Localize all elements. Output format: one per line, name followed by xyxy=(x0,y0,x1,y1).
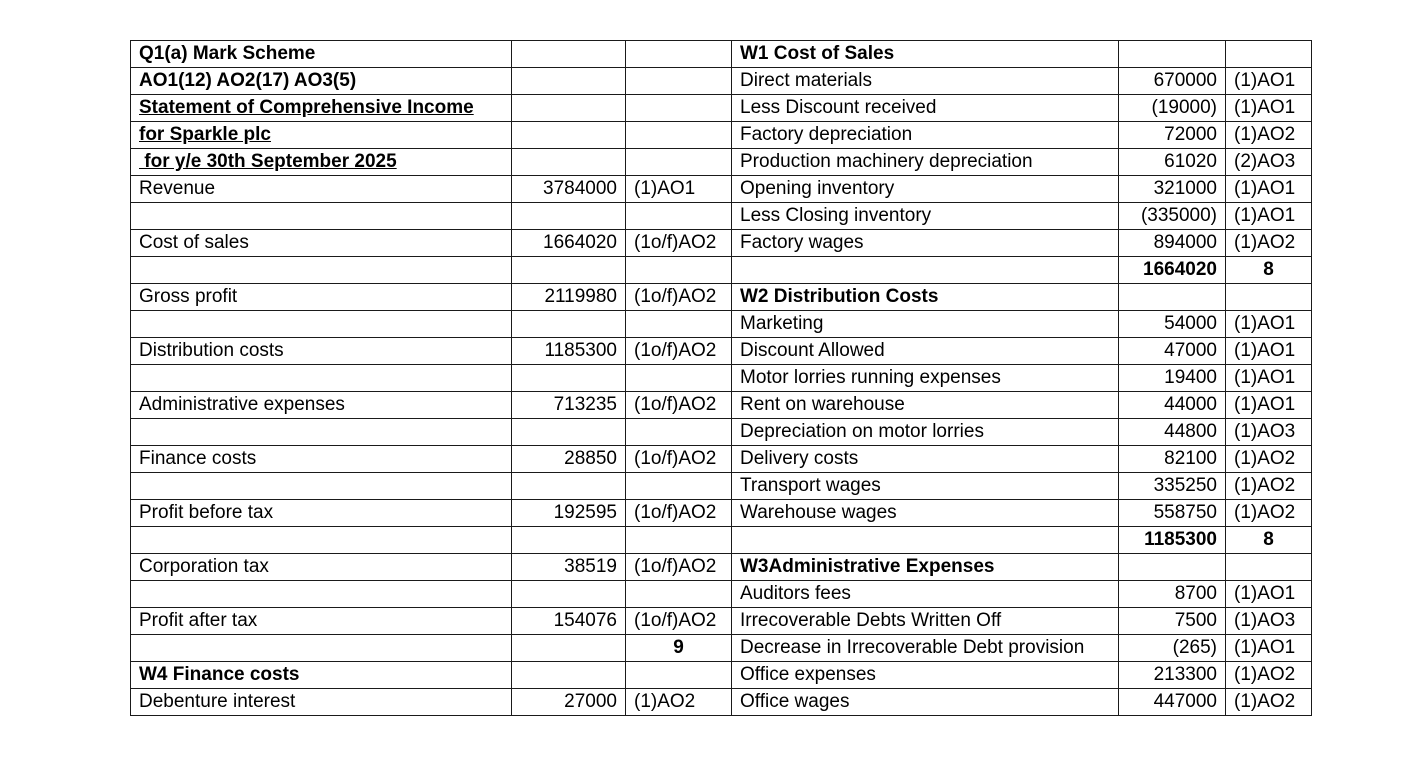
sci-mark: (1o/f)AO2 xyxy=(626,500,732,527)
sci-label: Cost of sales xyxy=(131,230,512,257)
w2-value: 558750 xyxy=(1119,500,1226,527)
sci-label: Corporation tax xyxy=(131,554,512,581)
empty-cell xyxy=(512,149,626,176)
empty-cell xyxy=(512,662,626,689)
empty-cell xyxy=(131,257,512,284)
sci-value: 1664020 xyxy=(512,230,626,257)
sci-label: Distribution costs xyxy=(131,338,512,365)
empty-cell xyxy=(131,635,512,662)
w1-mark: (1)AO1 xyxy=(1226,95,1312,122)
empty-cell xyxy=(512,257,626,284)
w3-label: Office expenses xyxy=(732,662,1119,689)
table-row xyxy=(131,176,1312,203)
empty-cell xyxy=(512,419,626,446)
empty-cell xyxy=(626,203,732,230)
w3-mark: (1)AO1 xyxy=(1226,635,1312,662)
empty-cell xyxy=(512,581,626,608)
table-row xyxy=(131,257,1312,284)
w2-value: 54000 xyxy=(1119,311,1226,338)
empty-cell xyxy=(512,122,626,149)
sci-mark: (1o/f)AO2 xyxy=(626,230,732,257)
mark-scheme-title: Q1(a) Mark Scheme xyxy=(131,41,512,68)
w3-value: 213300 xyxy=(1119,662,1226,689)
empty-cell xyxy=(626,95,732,122)
w2-mark: (1)AO1 xyxy=(1226,365,1312,392)
sci-mark: (1o/f)AO2 xyxy=(626,554,732,581)
sci-mark: (1)AO1 xyxy=(626,176,732,203)
sci-mark: (1o/f)AO2 xyxy=(626,338,732,365)
table-row xyxy=(131,284,1312,311)
w2-total-marks: 8 xyxy=(1226,527,1312,554)
table-row xyxy=(131,311,1312,338)
empty-cell xyxy=(1119,41,1226,68)
sci-mark: (1o/f)AO2 xyxy=(626,392,732,419)
w2-mark: (1)AO1 xyxy=(1226,392,1312,419)
empty-cell xyxy=(626,473,732,500)
table-row xyxy=(131,149,1312,176)
empty-cell xyxy=(626,365,732,392)
w2-total: 1185300 xyxy=(1119,527,1226,554)
w3-mark: (1)AO1 xyxy=(1226,581,1312,608)
ao-summary: AO1(12) AO2(17) AO3(5) xyxy=(131,68,512,95)
w2-value: 47000 xyxy=(1119,338,1226,365)
empty-cell xyxy=(131,527,512,554)
w3-label: Office wages xyxy=(732,689,1119,716)
w3-value: 7500 xyxy=(1119,608,1226,635)
table-row xyxy=(131,689,1312,716)
sci-label: Finance costs xyxy=(131,446,512,473)
sci-label: Gross profit xyxy=(131,284,512,311)
w3-title: W3Administrative Expenses xyxy=(732,554,1119,581)
w2-mark: (1)AO2 xyxy=(1226,500,1312,527)
w2-value: 44000 xyxy=(1119,392,1226,419)
empty-cell xyxy=(131,473,512,500)
w1-mark: (1)AO1 xyxy=(1226,176,1312,203)
empty-cell xyxy=(512,527,626,554)
w2-mark: (1)AO1 xyxy=(1226,338,1312,365)
sci-mark: (1o/f)AO2 xyxy=(626,608,732,635)
table-row xyxy=(131,581,1312,608)
w3-mark: (1)AO2 xyxy=(1226,689,1312,716)
w3-value: (265) xyxy=(1119,635,1226,662)
sci-label: Administrative expenses xyxy=(131,392,512,419)
empty-cell xyxy=(1119,284,1226,311)
w1-label: Opening inventory xyxy=(732,176,1119,203)
table-row xyxy=(131,338,1312,365)
w1-mark: (1)AO2 xyxy=(1226,122,1312,149)
w1-mark: (1)AO1 xyxy=(1226,68,1312,95)
empty-cell xyxy=(512,95,626,122)
sci-value: 1185300 xyxy=(512,338,626,365)
table-row xyxy=(131,635,1312,662)
empty-cell xyxy=(131,581,512,608)
w3-label: Auditors fees xyxy=(732,581,1119,608)
empty-cell xyxy=(131,419,512,446)
w3-value: 447000 xyxy=(1119,689,1226,716)
sci-label: Profit after tax xyxy=(131,608,512,635)
w4-title: W4 Finance costs xyxy=(131,662,512,689)
w2-label: Motor lorries running expenses xyxy=(732,365,1119,392)
w1-label: Less Closing inventory xyxy=(732,203,1119,230)
table-row xyxy=(131,662,1312,689)
w1-mark: (1)AO2 xyxy=(1226,230,1312,257)
sci-total-marks: 9 xyxy=(626,635,732,662)
sci-value: 2119980 xyxy=(512,284,626,311)
empty-cell xyxy=(512,311,626,338)
table-row xyxy=(131,68,1312,95)
empty-cell xyxy=(626,581,732,608)
period-heading: for y/e 30th September 2025 xyxy=(131,149,512,176)
statement-heading: Statement of Comprehensive Income xyxy=(131,95,512,122)
table-row xyxy=(131,500,1312,527)
w1-value: 61020 xyxy=(1119,149,1226,176)
w1-label: Production machinery depreciation xyxy=(732,149,1119,176)
w1-value: 670000 xyxy=(1119,68,1226,95)
empty-cell xyxy=(1226,554,1312,581)
w1-title: W1 Cost of Sales xyxy=(732,41,1119,68)
empty-cell xyxy=(512,203,626,230)
w1-total-marks: 8 xyxy=(1226,257,1312,284)
company-heading: for Sparkle plc xyxy=(131,122,512,149)
sci-value: 3784000 xyxy=(512,176,626,203)
table-row xyxy=(131,95,1312,122)
w1-value: (335000) xyxy=(1119,203,1226,230)
w3-label: Irrecoverable Debts Written Off xyxy=(732,608,1119,635)
empty-cell xyxy=(626,419,732,446)
w2-label: Warehouse wages xyxy=(732,500,1119,527)
table-row xyxy=(131,41,1312,68)
w2-label: Marketing xyxy=(732,311,1119,338)
w1-value: 894000 xyxy=(1119,230,1226,257)
empty-cell xyxy=(512,68,626,95)
empty-cell xyxy=(626,662,732,689)
w2-value: 82100 xyxy=(1119,446,1226,473)
w3-label: Decrease in Irrecoverable Debt provision xyxy=(732,635,1119,662)
w1-mark: (2)AO3 xyxy=(1226,149,1312,176)
w1-label: Less Discount received xyxy=(732,95,1119,122)
w1-total: 1664020 xyxy=(1119,257,1226,284)
sci-label: Revenue xyxy=(131,176,512,203)
empty-cell xyxy=(626,527,732,554)
w2-label: Depreciation on motor lorries xyxy=(732,419,1119,446)
w2-mark: (1)AO1 xyxy=(1226,311,1312,338)
w1-value: (19000) xyxy=(1119,95,1226,122)
w3-mark: (1)AO3 xyxy=(1226,608,1312,635)
empty-cell xyxy=(626,122,732,149)
table-row xyxy=(131,365,1312,392)
table-row xyxy=(131,122,1312,149)
w3-value: 8700 xyxy=(1119,581,1226,608)
w2-mark: (1)AO2 xyxy=(1226,473,1312,500)
empty-cell xyxy=(512,365,626,392)
sci-value: 192595 xyxy=(512,500,626,527)
w3-mark: (1)AO2 xyxy=(1226,662,1312,689)
empty-cell xyxy=(131,311,512,338)
w2-value: 44800 xyxy=(1119,419,1226,446)
w1-label: Direct materials xyxy=(732,68,1119,95)
table-row xyxy=(131,554,1312,581)
w4-label: Debenture interest xyxy=(131,689,512,716)
w1-label: Factory wages xyxy=(732,230,1119,257)
empty-cell xyxy=(131,203,512,230)
w1-mark: (1)AO1 xyxy=(1226,203,1312,230)
table-row xyxy=(131,392,1312,419)
sci-label: Profit before tax xyxy=(131,500,512,527)
w2-value: 19400 xyxy=(1119,365,1226,392)
table-row xyxy=(131,608,1312,635)
empty-cell xyxy=(1226,284,1312,311)
empty-cell xyxy=(1119,554,1226,581)
table-row xyxy=(131,527,1312,554)
sci-value: 713235 xyxy=(512,392,626,419)
sci-value: 38519 xyxy=(512,554,626,581)
empty-cell xyxy=(626,68,732,95)
empty-cell xyxy=(626,41,732,68)
w2-title: W2 Distribution Costs xyxy=(732,284,1119,311)
empty-cell xyxy=(512,41,626,68)
table-row xyxy=(131,446,1312,473)
w2-label: Discount Allowed xyxy=(732,338,1119,365)
w4-value: 27000 xyxy=(512,689,626,716)
w2-label: Delivery costs xyxy=(732,446,1119,473)
sci-mark: (1o/f)AO2 xyxy=(626,284,732,311)
sci-value: 154076 xyxy=(512,608,626,635)
empty-cell xyxy=(626,311,732,338)
w2-mark: (1)AO2 xyxy=(1226,446,1312,473)
empty-cell xyxy=(512,473,626,500)
w2-label: Transport wages xyxy=(732,473,1119,500)
empty-cell xyxy=(131,365,512,392)
w4-mark: (1)AO2 xyxy=(626,689,732,716)
empty-cell xyxy=(512,635,626,662)
sci-mark: (1o/f)AO2 xyxy=(626,446,732,473)
empty-cell xyxy=(626,257,732,284)
w2-value: 335250 xyxy=(1119,473,1226,500)
empty-cell xyxy=(732,527,1119,554)
w1-value: 72000 xyxy=(1119,122,1226,149)
w2-label: Rent on warehouse xyxy=(732,392,1119,419)
empty-cell xyxy=(626,149,732,176)
empty-cell xyxy=(1226,41,1312,68)
w1-label: Factory depreciation xyxy=(732,122,1119,149)
sci-value: 28850 xyxy=(512,446,626,473)
w2-mark: (1)AO3 xyxy=(1226,419,1312,446)
mark-scheme-table xyxy=(130,40,1312,716)
empty-cell xyxy=(732,257,1119,284)
table-row xyxy=(131,419,1312,446)
table-row xyxy=(131,473,1312,500)
table-row xyxy=(131,203,1312,230)
table-row xyxy=(131,230,1312,257)
w1-value: 321000 xyxy=(1119,176,1226,203)
